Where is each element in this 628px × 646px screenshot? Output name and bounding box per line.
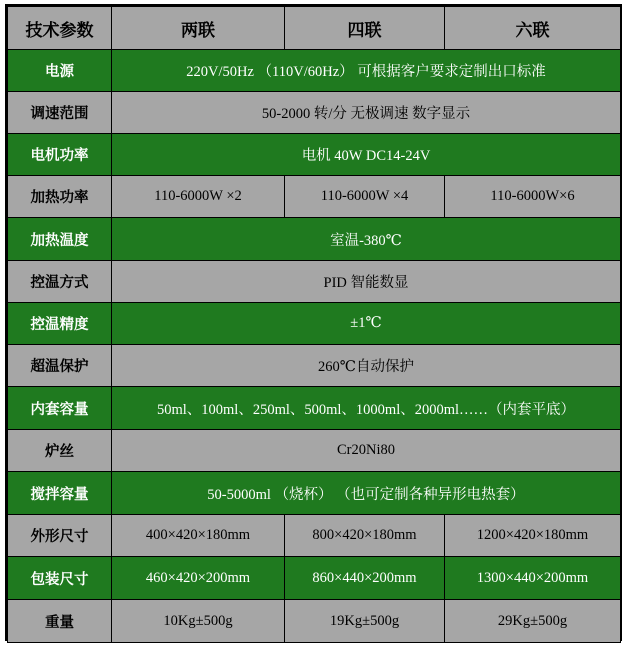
table-row bbox=[8, 430, 621, 472]
row-label-temp-control-mode: 控温方式 bbox=[8, 261, 112, 303]
row-value-weight-two: 10Kg±500g bbox=[112, 600, 285, 643]
row-value-temp-accuracy: ±1℃ bbox=[112, 303, 621, 345]
row-value-heating-power-two: 110-6000W ×2 bbox=[112, 176, 285, 218]
row-label-weight: 重量 bbox=[8, 600, 112, 643]
table-row bbox=[8, 600, 621, 643]
table-row bbox=[8, 387, 621, 430]
spec-table-container bbox=[5, 4, 622, 641]
row-label-motor-power: 电机功率 bbox=[8, 134, 112, 176]
row-value-dimensions-two: 400×420×180mm bbox=[112, 515, 285, 557]
row-value-heating-power-four: 110-6000W ×4 bbox=[285, 176, 445, 218]
row-value-heating-temp: 室温-380℃ bbox=[112, 218, 621, 261]
table-row bbox=[8, 176, 621, 218]
row-value-package-size-two: 460×420×200mm bbox=[112, 557, 285, 600]
row-value-package-size-six: 1300×440×200mm bbox=[445, 557, 621, 600]
row-value-dimensions-four: 800×420×180mm bbox=[285, 515, 445, 557]
table-row bbox=[8, 261, 621, 303]
row-label-heating-power: 加热功率 bbox=[8, 176, 112, 218]
row-value-motor-power: 电机 40W DC14-24V bbox=[112, 134, 621, 176]
row-value-temp-control-mode: PID 智能数显 bbox=[112, 261, 621, 303]
row-value-inner-capacity: 50ml、100ml、250ml、500ml、1000ml、2000ml……（内套平底） bbox=[112, 387, 621, 430]
row-value-weight-six: 29Kg±500g bbox=[445, 600, 621, 643]
row-value-heating-wire: Cr20Ni80 bbox=[112, 430, 621, 472]
row-label-temp-accuracy: 控温精度 bbox=[8, 303, 112, 345]
header-spec-label: 技术参数 bbox=[8, 7, 112, 50]
table-row bbox=[8, 557, 621, 600]
table-row bbox=[8, 92, 621, 134]
row-value-heating-power-six: 110-6000W×6 bbox=[445, 176, 621, 218]
row-label-heating-temp: 加热温度 bbox=[8, 218, 112, 261]
table-row bbox=[8, 218, 621, 261]
header-six-unit: 六联 bbox=[445, 7, 621, 50]
header-two-unit: 两联 bbox=[112, 7, 285, 50]
spec-table bbox=[7, 6, 621, 643]
row-label-power-supply: 电源 bbox=[8, 50, 112, 92]
table-row bbox=[8, 472, 621, 515]
header-four-unit: 四联 bbox=[285, 7, 445, 50]
row-value-speed-range: 50-2000 转/分 无极调速 数字显示 bbox=[112, 92, 621, 134]
row-label-stirring-capacity: 搅拌容量 bbox=[8, 472, 112, 515]
row-value-overtemp-protection: 260℃自动保护 bbox=[112, 345, 621, 387]
row-value-power-supply: 220V/50Hz （110V/60Hz） 可根据客户要求定制出口标准 bbox=[112, 50, 621, 92]
table-header-row bbox=[8, 7, 621, 50]
row-value-package-size-four: 860×440×200mm bbox=[285, 557, 445, 600]
table-row bbox=[8, 303, 621, 345]
row-label-overtemp-protection: 超温保护 bbox=[8, 345, 112, 387]
table-row bbox=[8, 50, 621, 92]
row-label-dimensions: 外形尺寸 bbox=[8, 515, 112, 557]
row-label-package-size: 包装尺寸 bbox=[8, 557, 112, 600]
row-label-inner-capacity: 内套容量 bbox=[8, 387, 112, 430]
row-value-weight-four: 19Kg±500g bbox=[285, 600, 445, 643]
row-value-stirring-capacity: 50-5000ml （烧杯） （也可定制各种异形电热套） bbox=[112, 472, 621, 515]
table-row bbox=[8, 345, 621, 387]
row-label-heating-wire: 炉丝 bbox=[8, 430, 112, 472]
row-label-speed-range: 调速范围 bbox=[8, 92, 112, 134]
row-value-dimensions-six: 1200×420×180mm bbox=[445, 515, 621, 557]
table-row bbox=[8, 515, 621, 557]
table-row bbox=[8, 134, 621, 176]
